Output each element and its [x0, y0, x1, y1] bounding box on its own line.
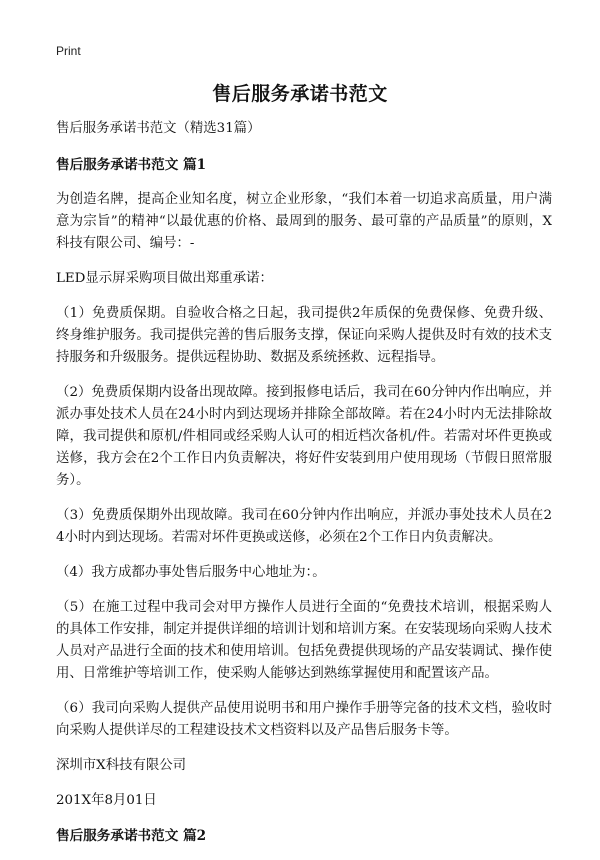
- commitment-item-4: （4）我方成都办事处售后服务中心地址为：。: [56, 565, 326, 580]
- intro-paragraph: 为创造名牌，提高企业知名度，树立企业形象，“我们本着一切追求高质量，用户满意为宗旨”的精神“以最优惠的价格、最周到的服务、最可靠的产品质量”的原则，X科技有限公司、编号：-: [56, 192, 552, 251]
- commitment-item-2: （2）免费质保期内设备出现故障。接到报修电话后，我司在60分钟内作出响应，并派办事处技术人员在24小时内到达现场并排除全部故障。若在24小时内无法排除故障，我司提供和原机/件相同或经采购人认可的相近档次备机/件。若需对坏件更换或送修，我方会在2个工作日内负责解决，将好件安装到用户使用现场（节假日照常服务）。: [56, 385, 552, 488]
- section-heading-2: 售后服务承诺书范文 篇2: [56, 828, 207, 844]
- commitment-item-3: （3）免费质保期外出现故障。我司在60分钟内作出响应，并派办事处技术人员在24小时内到达现场。若需对坏件更换或送修，必须在2个工作日内负责解决。: [56, 508, 552, 545]
- document-body: [56, 118, 552, 860]
- signature-date: 201X年8月01日: [56, 793, 157, 808]
- commitment-item-5: （5）在施工过程中我司会对甲方操作人员进行全面的“免费技术培训，根据采购人的具体工作安排，制定并提供详细的培训计划和培训方案。在安装现场向采购人技术人员对产品进行全面的技术和使用培训。包括免费提供现场的产品安装调试、操作使用、日常维护等培训工作，使采购人能够达到熟练掌握使用和配置该产品。: [56, 600, 552, 681]
- lead-paragraph: LED显示屏采购项目做出郑重承诺：: [56, 271, 273, 286]
- document-title: 售后服务承诺书范文: [212, 83, 388, 105]
- company-signature: 深圳市X科技有限公司: [56, 758, 187, 773]
- document-subtitle: 售后服务承诺书范文（精选31篇）: [56, 121, 261, 136]
- section-heading-1: 售后服务承诺书范文 篇1: [56, 157, 207, 173]
- commitment-item-6: （6）我司向采购人提供产品使用说明书和用户操作手册等完备的技术文档，验收时向采购人提供详尽的工程建设技术文档资料以及产品售后服务卡等。: [56, 701, 552, 738]
- commitment-item-1: （1）免费质保期。自验收合格之日起，我司提供2年质保的免费保修、免费升级、终身维护服务。我司提供完善的售后服务支撑，保证向采购人提供及时有效的技术支持服务和升级服务。提供远程协助、数据及系统拯救、远程指导。: [56, 306, 552, 365]
- print-label: Print: [56, 44, 81, 58]
